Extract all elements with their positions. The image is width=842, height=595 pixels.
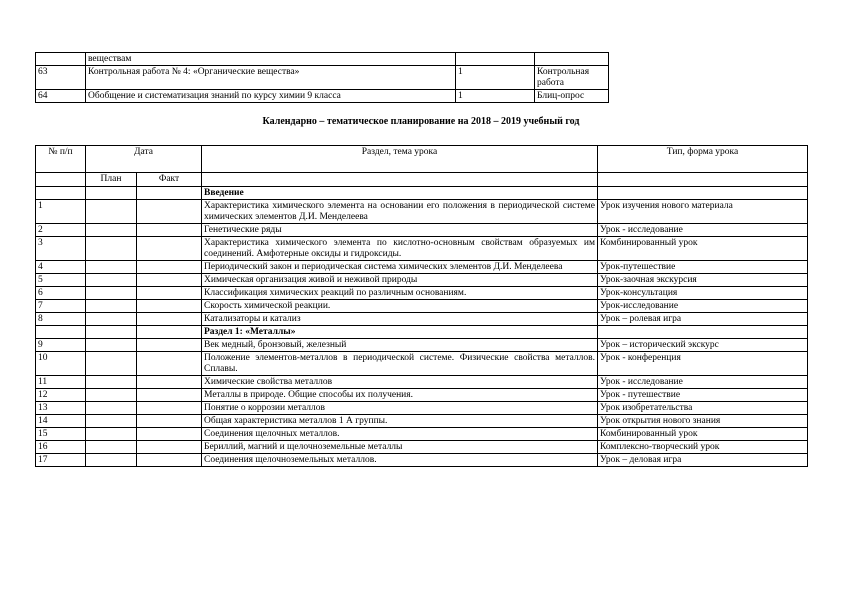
- plan-date: [86, 389, 137, 402]
- lesson-topic: Генетические ряды: [202, 224, 598, 237]
- fact-date: [137, 339, 202, 352]
- lesson-number: 63: [36, 66, 86, 90]
- plan-date: [86, 415, 137, 428]
- plan-date: [86, 300, 137, 313]
- plan-date: [86, 200, 137, 224]
- lesson-form: Урок - исследование: [598, 376, 808, 389]
- plan-date: [86, 187, 137, 200]
- fact-date: [137, 261, 202, 274]
- lesson-number: 2: [36, 224, 86, 237]
- lesson-topic: Соединения щелочноземельных металлов.: [202, 454, 598, 467]
- fact-date: [137, 237, 202, 261]
- lesson-form: Комбинированный урок: [598, 237, 808, 261]
- lesson-form: Урок-путешествие: [598, 261, 808, 274]
- lesson-topic: Характеристика химического элемента на основании его положения в периодической системе химических элементов Д.И. Менделеева: [202, 200, 598, 224]
- plan-date: [86, 454, 137, 467]
- header-number: № п/п: [36, 146, 86, 173]
- lesson-number: [36, 326, 86, 339]
- lesson-form: [598, 187, 808, 200]
- table-row: [36, 376, 808, 389]
- fact-date: [137, 300, 202, 313]
- lesson-form: Урок изобретательства: [598, 402, 808, 415]
- lesson-number: 17: [36, 454, 86, 467]
- table-row: [36, 454, 808, 467]
- table-row: [36, 441, 808, 454]
- section-row: [36, 187, 808, 200]
- plan-date: [86, 313, 137, 326]
- header-plan: План: [86, 173, 137, 187]
- lesson-form: Блиц-опрос: [535, 90, 609, 103]
- lesson-topic: Периодический закон и периодическая система химических элементов Д.И. Менделеева: [202, 261, 598, 274]
- lesson-form: Урок-консультация: [598, 287, 808, 300]
- lesson-number: 1: [36, 200, 86, 224]
- lesson-form: Комбинированный урок: [598, 428, 808, 441]
- plan-date: [86, 441, 137, 454]
- lesson-number: 5: [36, 274, 86, 287]
- planning-table: [35, 145, 808, 467]
- header-date: Дата: [86, 146, 202, 173]
- plan-date: [86, 326, 137, 339]
- lesson-number: 14: [36, 415, 86, 428]
- table-row: [36, 274, 808, 287]
- lesson-form: Урок - конференция: [598, 352, 808, 376]
- table-row: [36, 224, 808, 237]
- lesson-topic: Химические свойства металлов: [202, 376, 598, 389]
- plan-date: [86, 339, 137, 352]
- lesson-form: [598, 326, 808, 339]
- plan-date: [86, 274, 137, 287]
- fact-date: [137, 402, 202, 415]
- lesson-number: 12: [36, 389, 86, 402]
- lesson-topic: Классификация химических реакций по различным основаниям.: [202, 287, 598, 300]
- lesson-form: Урок-исследование: [598, 300, 808, 313]
- lesson-number: [36, 187, 86, 200]
- fact-date: [137, 441, 202, 454]
- lesson-number: [36, 53, 86, 66]
- fact-date: [137, 376, 202, 389]
- lesson-form: Контрольная работа: [535, 66, 609, 90]
- fact-date: [137, 326, 202, 339]
- lesson-topic: Контрольная работа № 4: «Органические вещества»: [86, 66, 456, 90]
- lesson-form: Урок изучения нового материала: [598, 200, 808, 224]
- header-row: [36, 146, 808, 173]
- lesson-topic: Бериллий, магний и щелочноземельные металлы: [202, 441, 598, 454]
- table-row: [36, 200, 808, 224]
- plan-date: [86, 237, 137, 261]
- lesson-topic: Характеристика химического элемента по кислотно-основным свойствам образуемых им соединений. Амфотерные оксиды и гидроксиды.: [202, 237, 598, 261]
- subheader-row: [36, 173, 808, 187]
- lesson-number: 6: [36, 287, 86, 300]
- lesson-number: 3: [36, 237, 86, 261]
- section-row: [36, 326, 808, 339]
- fact-date: [137, 352, 202, 376]
- plan-date: [86, 402, 137, 415]
- lesson-form: Урок – исторический экскурс: [598, 339, 808, 352]
- table-row: [36, 287, 808, 300]
- lesson-topic: Обобщение и систематизация знаний по курсу химии 9 класса: [86, 90, 456, 103]
- lesson-number: 9: [36, 339, 86, 352]
- fact-date: [137, 287, 202, 300]
- table-row: [36, 402, 808, 415]
- lesson-number: 8: [36, 313, 86, 326]
- lesson-topic: Химическая организация живой и неживой природы: [202, 274, 598, 287]
- table-row: [36, 53, 609, 66]
- lesson-topic: Катализаторы и катализ: [202, 313, 598, 326]
- lesson-form: Урок - путешествие: [598, 389, 808, 402]
- fact-date: [137, 224, 202, 237]
- lesson-form: Урок-заочная экскурсия: [598, 274, 808, 287]
- fact-date: [137, 415, 202, 428]
- lesson-topic: Век медный, бронзовый, железный: [202, 339, 598, 352]
- plan-date: [86, 261, 137, 274]
- plan-date: [86, 428, 137, 441]
- lesson-form: Урок – ролевая игра: [598, 313, 808, 326]
- lesson-form: Комплексно-творческий урок: [598, 441, 808, 454]
- header-form: Тип, форма урока: [598, 146, 808, 173]
- fact-date: [137, 187, 202, 200]
- section-title: Введение: [202, 187, 598, 200]
- lesson-topic: веществам: [86, 53, 456, 66]
- lesson-hours: 1: [456, 66, 535, 90]
- page-title: Календарно – тематическое планирование на 2018 – 2019 учебный год: [262, 116, 580, 127]
- lesson-topic: Скорость химической реакции.: [202, 300, 598, 313]
- lesson-number: 4: [36, 261, 86, 274]
- fact-date: [137, 454, 202, 467]
- lesson-topic: Соединения щелочных металлов.: [202, 428, 598, 441]
- lesson-number: 64: [36, 90, 86, 103]
- lesson-number: 7: [36, 300, 86, 313]
- fact-date: [137, 428, 202, 441]
- lesson-topic: Положение элементов-металлов в периодической системе. Физические свойства металлов. Сплавы.: [202, 352, 598, 376]
- header-topic: Раздел, тема урока: [202, 146, 598, 173]
- lesson-hours: 1: [456, 90, 535, 103]
- plan-date: [86, 224, 137, 237]
- empty-cell: [36, 173, 86, 187]
- table-row: [36, 352, 808, 376]
- table-row: [36, 237, 808, 261]
- plan-date: [86, 352, 137, 376]
- lesson-number: 13: [36, 402, 86, 415]
- table-row: [36, 261, 808, 274]
- empty-cell: [202, 173, 598, 187]
- fact-date: [137, 389, 202, 402]
- fact-date: [137, 274, 202, 287]
- lesson-form: Урок - исследование: [598, 224, 808, 237]
- lesson-form: Урок – деловая игра: [598, 454, 808, 467]
- lesson-topic: Понятие о коррозии металлов: [202, 402, 598, 415]
- table-row: [36, 313, 808, 326]
- table-row: [36, 90, 609, 103]
- lesson-hours: [456, 53, 535, 66]
- table-row: [36, 428, 808, 441]
- table-row: [36, 415, 808, 428]
- lesson-number: 11: [36, 376, 86, 389]
- table-row: [36, 389, 808, 402]
- plan-date: [86, 376, 137, 389]
- lesson-form: Урок открытия нового знания: [598, 415, 808, 428]
- table-row: [36, 66, 609, 90]
- table-row: [36, 300, 808, 313]
- lesson-number: 15: [36, 428, 86, 441]
- lesson-form: [535, 53, 609, 66]
- fact-date: [137, 200, 202, 224]
- table-row: [36, 339, 808, 352]
- lesson-number: 16: [36, 441, 86, 454]
- plan-date: [86, 287, 137, 300]
- lesson-topic: Общая характеристика металлов 1 А группы.: [202, 415, 598, 428]
- lesson-topic: Металлы в природе. Общие способы их получения.: [202, 389, 598, 402]
- section-title: Раздел 1: «Металлы»: [202, 326, 598, 339]
- fact-date: [137, 313, 202, 326]
- header-fact: Факт: [137, 173, 202, 187]
- empty-cell: [598, 173, 808, 187]
- previous-page-table: [35, 52, 609, 103]
- lesson-number: 10: [36, 352, 86, 376]
